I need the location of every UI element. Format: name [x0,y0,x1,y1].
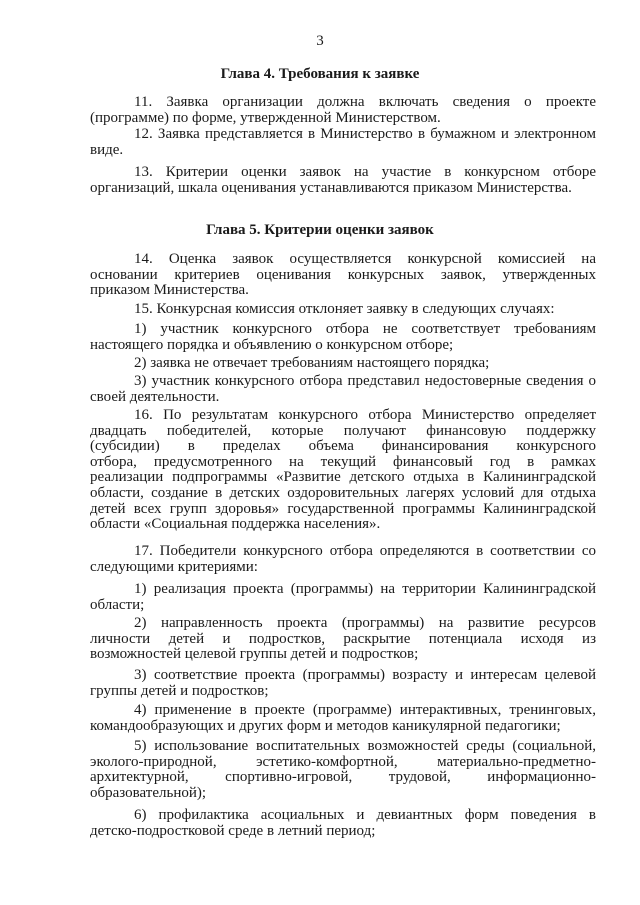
paragraph-11 [90,95,596,126]
paragraph-17-item-6 [90,808,596,839]
paragraph-line: архитектурной, спортивно-игровой, трудовой, информационно- [90,769,596,786]
paragraph-line: 15. Конкурсная комиссия отклоняет заявку в следующих случаях: [134,301,555,317]
paragraph-line: возможностей целевой группы детей и подростков; [90,646,419,663]
paragraph-line: группы детей и подростков; [90,682,269,699]
paragraph-15-item-1 [90,322,596,353]
paragraph-13 [90,165,596,196]
paragraph-line: детей всех групп здоровья» государственной программы Калининградской [90,500,596,517]
paragraph-17-item-3 [90,668,596,699]
paragraph-line: (субсидии) в пределах объема финансирования конкурсного [90,438,596,455]
paragraph-16 [90,408,596,533]
paragraph-line: 3) соответствие проекта (программы) возрасту и интересам целевой [134,667,596,683]
paragraph-line: образовательной); [90,784,207,801]
paragraph-line: 16. По результатам конкурсного отбора Министерство определяет [134,407,596,423]
paragraph-line: реализации подпрограммы «Развитие детского отдыха в Калининградской [90,469,596,486]
paragraph-17-item-5 [90,739,596,801]
paragraph-line: основании критериев оценивания конкурсных заявок, утвержденных [90,266,596,283]
page-number: 3 [316,33,324,49]
paragraph-line: 12. Заявка представляется в Министерство в бумажном и электронном [134,126,596,142]
paragraph-line: командообразующих и других форм и методов каникулярной педагогики; [90,717,561,734]
paragraph-line: отбора, предусмотренного на текущий финансовый год в рамках [90,453,596,470]
paragraph-line: организаций, шкала оценивания устанавливаются приказом Министерства. [90,179,572,196]
paragraph-17-item-4 [90,703,596,734]
chapter-5-heading: Глава 5. Критерии оценки заявок [206,222,434,238]
paragraph-line: приказом Министерства. [90,282,249,299]
paragraph-line: 2) заявка не отвечает требованиям настоящего порядка; [134,355,490,371]
paragraph-line: настоящего порядка и объявлению о конкурсном отборе; [90,336,454,353]
paragraph-12 [90,127,596,158]
paragraph-line: 17. Победители конкурсного отбора определяются в соответствии со [134,543,596,559]
paragraph-line: двадцать победителей, которые получают финансовую поддержку [90,422,596,439]
paragraph-line: личности детей и подростков, раскрытие потенциала исходя из [90,630,596,647]
paragraph-line: своей деятельности. [90,388,220,405]
paragraph-line: 1) участник конкурсного отбора не соответствует требованиям [134,321,596,337]
paragraph-line: 5) использование воспитательных возможностей среды (социальной, [134,738,596,754]
paragraph-line: (программе) по форме, утвержденной Министерством. [90,109,441,126]
paragraph-17-item-2 [90,616,596,663]
paragraph-15-item-2 [90,356,596,372]
paragraph-line: виде. [90,141,124,158]
paragraph-line: 4) применение в проекте (программе) интерактивных, тренинговых, [134,702,596,718]
paragraph-14 [90,252,596,299]
paragraph-line: 3) участник конкурсного отбора представил недостоверные сведения о [134,373,596,389]
paragraph-17-item-1 [90,582,596,613]
paragraph-line: 14. Оценка заявок осуществляется конкурсной комиссией на [134,251,596,267]
paragraph-line: области; [90,596,145,613]
paragraph-line: детско-подростковой среде в летний период; [90,822,376,839]
paragraph-15 [90,302,596,318]
paragraph-line: 11. Заявка организации должна включать сведения о проекте [134,94,596,110]
paragraph-line: области «Социальная поддержка населения». [90,516,381,533]
paragraph-15-item-3 [90,374,596,405]
paragraph-line: 6) профилактика асоциальных и девиантных форм поведения в [134,807,596,823]
paragraph-line: эколого-природной, эстетико-комфортной, материально-предметно- [90,753,596,770]
paragraph-line: области, создание в детских оздоровительных лагерях условий для отдыха [90,484,596,501]
paragraph-17 [90,544,596,575]
paragraph-line: 2) направленность проекта (программы) на развитие ресурсов [134,615,596,631]
paragraph-line: следующими критериями: [90,558,258,575]
paragraph-line: 1) реализация проекта (программы) на территории Калининградской [134,581,596,597]
chapter-4-heading: Глава 4. Требования к заявке [220,66,420,82]
paragraph-line: 13. Критерии оценки заявок на участие в конкурсном отборе [134,164,596,180]
